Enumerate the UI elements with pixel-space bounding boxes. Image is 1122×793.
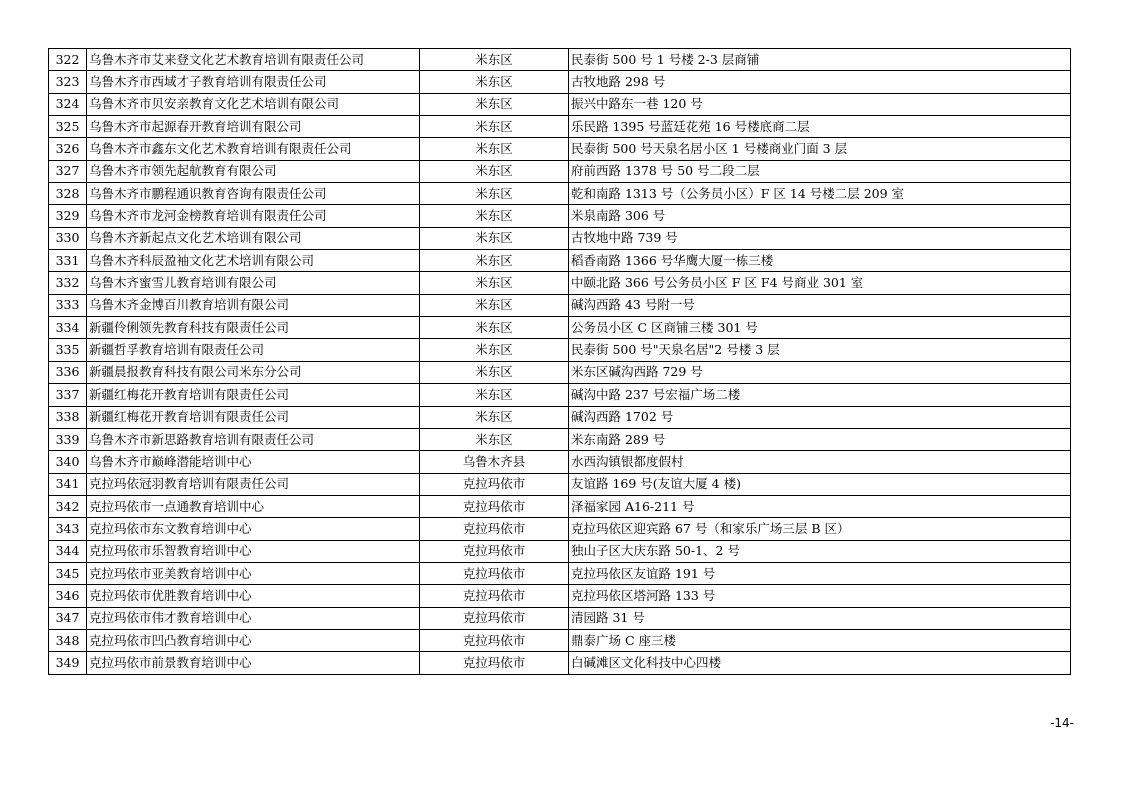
- row-number: 335: [49, 339, 87, 361]
- district: 米东区: [420, 49, 569, 71]
- address: 振兴中路东一巷 120 号: [569, 93, 1071, 115]
- institution-name: 克拉玛依冠羽教育培训有限责任公司: [87, 473, 420, 495]
- page-number: -14-: [1050, 716, 1074, 730]
- address: 民泰街 500 号 1 号楼 2-3 层商铺: [569, 49, 1071, 71]
- institution-name: 乌鲁木齐市龙河金榜教育培训有限责任公司: [87, 205, 420, 227]
- table-row: [49, 116, 1071, 138]
- row-number: 330: [49, 227, 87, 249]
- row-number: 337: [49, 384, 87, 406]
- table-row: [49, 250, 1071, 272]
- district: 克拉玛依市: [420, 562, 569, 584]
- row-number: 324: [49, 93, 87, 115]
- table-row: [49, 518, 1071, 540]
- table-row: [49, 339, 1071, 361]
- district: 克拉玛依市: [420, 473, 569, 495]
- institution-name: 克拉玛依市优胜教育培训中心: [87, 585, 420, 607]
- address: 鼎泰广场 C 座三楼: [569, 629, 1071, 651]
- table-row: [49, 272, 1071, 294]
- district: 克拉玛依市: [420, 540, 569, 562]
- institution-name: 克拉玛依市东文教育培训中心: [87, 518, 420, 540]
- address: 碱沟西路 1702 号: [569, 406, 1071, 428]
- row-number: 346: [49, 585, 87, 607]
- row-number: 340: [49, 451, 87, 473]
- institution-name: 乌鲁木齐新起点文化艺术培训有限公司: [87, 227, 420, 249]
- address: 克拉玛依区塔河路 133 号: [569, 585, 1071, 607]
- address: 碱沟西路 43 号附一号: [569, 294, 1071, 316]
- district: 乌鲁木齐县: [420, 451, 569, 473]
- table-row: [49, 406, 1071, 428]
- address: 米东区碱沟西路 729 号: [569, 361, 1071, 383]
- district: 米东区: [420, 294, 569, 316]
- district: 米东区: [420, 160, 569, 182]
- address: 米东南路 289 号: [569, 428, 1071, 450]
- row-number: 343: [49, 518, 87, 540]
- row-number: 334: [49, 317, 87, 339]
- district: 米东区: [420, 361, 569, 383]
- address: 独山子区大庆东路 50-1、2 号: [569, 540, 1071, 562]
- institution-name: 乌鲁木齐市西域才子教育培训有限责任公司: [87, 71, 420, 93]
- district: 米东区: [420, 116, 569, 138]
- row-number: 333: [49, 294, 87, 316]
- address: 碱沟中路 237 号宏福广场二楼: [569, 384, 1071, 406]
- institution-name: 克拉玛依市前景教育培训中心: [87, 652, 420, 674]
- table-row: [49, 183, 1071, 205]
- district: 米东区: [420, 227, 569, 249]
- institution-name: 新疆红梅花开教育培训有限责任公司: [87, 406, 420, 428]
- table-row: [49, 562, 1071, 584]
- address: 公务员小区 C 区商铺三楼 301 号: [569, 317, 1071, 339]
- institution-name: 新疆红梅花开教育培训有限责任公司: [87, 384, 420, 406]
- district: 米东区: [420, 183, 569, 205]
- table-row: [49, 629, 1071, 651]
- address: 克拉玛依区友谊路 191 号: [569, 562, 1071, 584]
- district: 克拉玛依市: [420, 629, 569, 651]
- row-number: 322: [49, 49, 87, 71]
- institution-name: 乌鲁木齐科辰盈袖文化艺术培训有限公司: [87, 250, 420, 272]
- table-row: [49, 138, 1071, 160]
- row-number: 341: [49, 473, 87, 495]
- district: 米东区: [420, 317, 569, 339]
- institution-name: 乌鲁木齐市艾来登文化艺术教育培训有限责任公司: [87, 49, 420, 71]
- row-number: 331: [49, 250, 87, 272]
- institution-name: 克拉玛依市凹凸教育培训中心: [87, 629, 420, 651]
- institution-name: 克拉玛依市亚美教育培训中心: [87, 562, 420, 584]
- district: 米东区: [420, 205, 569, 227]
- institution-name: 乌鲁木齐市巅峰潜能培训中心: [87, 451, 420, 473]
- institution-name: 克拉玛依市乐智教育培训中心: [87, 540, 420, 562]
- table-row: [49, 540, 1071, 562]
- institution-name: 新疆伶俐领先教育科技有限责任公司: [87, 317, 420, 339]
- table-row: [49, 227, 1071, 249]
- district: 米东区: [420, 428, 569, 450]
- address: 稻香南路 1366 号华鹰大厦一栋三楼: [569, 250, 1071, 272]
- district: 克拉玛依市: [420, 518, 569, 540]
- district: 米东区: [420, 339, 569, 361]
- row-number: 326: [49, 138, 87, 160]
- row-number: 342: [49, 495, 87, 517]
- table-row: [49, 361, 1071, 383]
- table-row: [49, 160, 1071, 182]
- table-row: [49, 451, 1071, 473]
- institution-name: 克拉玛依市一点通教育培训中心: [87, 495, 420, 517]
- address: 民泰街 500 号天泉名居小区 1 号楼商业门面 3 层: [569, 138, 1071, 160]
- district: 米东区: [420, 406, 569, 428]
- district: 米东区: [420, 138, 569, 160]
- address: 白碱滩区文化科技中心四楼: [569, 652, 1071, 674]
- address: 克拉玛依区迎宾路 67 号（和家乐广场三层 B 区）: [569, 518, 1071, 540]
- address: 古牧地中路 739 号: [569, 227, 1071, 249]
- row-number: 329: [49, 205, 87, 227]
- row-number: 325: [49, 116, 87, 138]
- district: 米东区: [420, 384, 569, 406]
- table-row: [49, 652, 1071, 674]
- row-number: 344: [49, 540, 87, 562]
- row-number: 327: [49, 160, 87, 182]
- row-number: 345: [49, 562, 87, 584]
- row-number: 347: [49, 607, 87, 629]
- institution-name: 乌鲁木齐市鹏程通识教育咨询有限责任公司: [87, 183, 420, 205]
- district: 克拉玛依市: [420, 585, 569, 607]
- address: 乐民路 1395 号蓝廷花苑 16 号楼底商二层: [569, 116, 1071, 138]
- institution-name: 乌鲁木齐金博百川教育培训有限公司: [87, 294, 420, 316]
- district: 米东区: [420, 250, 569, 272]
- address: 米泉南路 306 号: [569, 205, 1071, 227]
- row-number: 339: [49, 428, 87, 450]
- institution-name: 乌鲁木齐市起源春开教育培训有限公司: [87, 116, 420, 138]
- institution-name: 乌鲁木齐蜜雪儿教育培训有限公司: [87, 272, 420, 294]
- row-number: 328: [49, 183, 87, 205]
- table-row: [49, 317, 1071, 339]
- institution-name: 新疆哲孚教育培训有限责任公司: [87, 339, 420, 361]
- table-row: [49, 607, 1071, 629]
- table-row: [49, 428, 1071, 450]
- table-row: [49, 473, 1071, 495]
- address: 友谊路 169 号(友谊大厦 4 楼): [569, 473, 1071, 495]
- table-row: [49, 495, 1071, 517]
- row-number: 336: [49, 361, 87, 383]
- table-body: [49, 49, 1071, 675]
- table-row: [49, 294, 1071, 316]
- institution-name: 乌鲁木齐市鑫东文化艺术教育培训有限责任公司: [87, 138, 420, 160]
- address: 民泰街 500 号"天泉名居"2 号楼 3 层: [569, 339, 1071, 361]
- address: 泽福家园 A16-211 号: [569, 495, 1071, 517]
- table-row: [49, 49, 1071, 71]
- row-number: 332: [49, 272, 87, 294]
- address: 水西沟镇银都度假村: [569, 451, 1071, 473]
- table-row: [49, 384, 1071, 406]
- address: 中颐北路 366 号公务员小区 F 区 F4 号商业 301 室: [569, 272, 1071, 294]
- row-number: 323: [49, 71, 87, 93]
- table-row: [49, 71, 1071, 93]
- address: 古牧地路 298 号: [569, 71, 1071, 93]
- address: 府前西路 1378 号 50 号二段二层: [569, 160, 1071, 182]
- row-number: 338: [49, 406, 87, 428]
- table-row: [49, 205, 1071, 227]
- district: 克拉玛依市: [420, 495, 569, 517]
- district: 米东区: [420, 93, 569, 115]
- institution-name: 乌鲁木齐市新思路教育培训有限责任公司: [87, 428, 420, 450]
- institution-name: 乌鲁木齐市贝安亲教育文化艺术培训有限公司: [87, 93, 420, 115]
- table-row: [49, 585, 1071, 607]
- institution-name: 乌鲁木齐市领先起航教育有限公司: [87, 160, 420, 182]
- institution-name: 克拉玛依市伟才教育培训中心: [87, 607, 420, 629]
- row-number: 349: [49, 652, 87, 674]
- institution-table: [48, 48, 1071, 675]
- address: 乾和南路 1313 号（公务员小区）F 区 14 号楼二层 209 室: [569, 183, 1071, 205]
- district: 米东区: [420, 272, 569, 294]
- institution-name: 新疆晨报教育科技有限公司米东分公司: [87, 361, 420, 383]
- district: 米东区: [420, 71, 569, 93]
- row-number: 348: [49, 629, 87, 651]
- district: 克拉玛依市: [420, 652, 569, 674]
- address: 清园路 31 号: [569, 607, 1071, 629]
- district: 克拉玛依市: [420, 607, 569, 629]
- table-row: [49, 93, 1071, 115]
